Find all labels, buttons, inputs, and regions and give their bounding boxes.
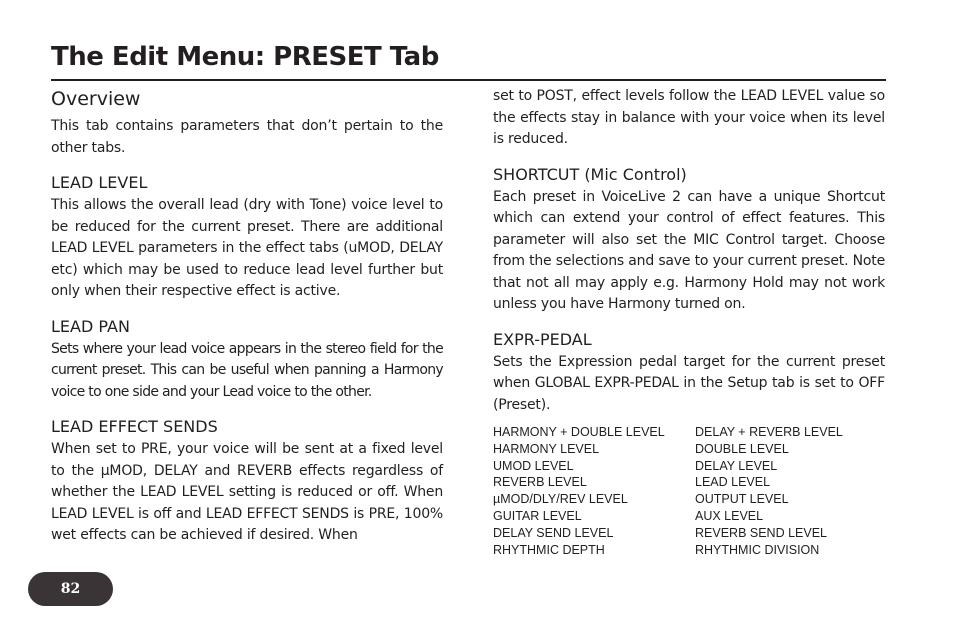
lead-level-text: This allows the overall lead (dry with Tone) voice level to be reduced for the current preset. There are additional LEAD LEVEL parameters in the effect tabs (uMOD, DELAY etc) which may be used to reduce lead level further but only when their respective effect is active. (51, 197, 443, 299)
left-column (51, 86, 443, 561)
list-item: µMOD/DLY/REV LEVEL (493, 492, 628, 507)
right-column (493, 86, 885, 558)
list-item: UMOD LEVEL (493, 458, 574, 473)
lead-pan-text: Sets where your lead voice appears in the stereo field for the current preset. This can be useful when panning a Harmony voice to one side and your Lead voice to the other. (51, 340, 443, 400)
list-item: REVERB LEVEL (493, 475, 587, 490)
lead-pan-heading: LEAD PAN (51, 316, 130, 336)
shortcut-text: Each preset in VoiceLive 2 can have a unique Shortcut which can extend your control of effect features. This parameter will also set the MIC Control target. Choose from the selections and save to your current preset. Note that not all may apply e.g. Harmony Hold may not work unless you have Harmony turned on. (493, 188, 885, 312)
list-item: HARMONY LEVEL (493, 441, 600, 456)
list-item: RHYTHMIC DEPTH (493, 542, 605, 557)
expr-pedal-heading: EXPR-PEDAL (493, 329, 592, 349)
lead-effect-sends-text: When set to PRE, your voice will be sent at a fixed level to the µMOD, DELAY and REVERB effects regardless of whether the LEAD LEVEL setting is reduced or off. When LEAD LEVEL is off and LEAD EFFECT SENDS is PRE, 100% wet effects can be achieved if desired. When (51, 441, 443, 543)
list-item: REVERB SEND LEVEL (695, 525, 827, 540)
page-number-badge (28, 572, 113, 606)
overview-heading: Overview (51, 88, 141, 110)
list-item: RHYTHMIC DIVISION (695, 542, 820, 557)
expr-pedal-target-list (493, 424, 885, 558)
list-item: AUX LEVEL (695, 508, 764, 523)
lead-level-heading: LEAD LEVEL (51, 173, 148, 192)
title-divider (51, 79, 886, 81)
expr-pedal-text: Sets the Expression pedal target for the current preset when GLOBAL EXPR-PEDAL in the Setup tab is set to OFF (Preset). (493, 353, 885, 413)
list-item: LEAD LEVEL (695, 475, 771, 490)
list-item: DELAY SEND LEVEL (493, 525, 614, 540)
overview-text: This tab contains parameters that don’t pertain to the other tabs. (51, 118, 443, 156)
page-number: 82 (60, 581, 81, 597)
list-item: DELAY LEVEL (695, 458, 778, 473)
list-item: DELAY + REVERB LEVEL (695, 425, 843, 439)
continued-text: set to POST, effect levels follow the LEAD LEVEL value so the effects stay in balance with your voice when its level is reduced. (493, 88, 885, 147)
list-item: HARMONY + DOUBLE LEVEL (493, 425, 665, 439)
shortcut-heading: SHORTCUT (Mic Control) (493, 164, 687, 184)
lead-effect-sends-heading: LEAD EFFECT SENDS (51, 417, 218, 436)
page-title: The Edit Menu: PRESET Tab (51, 42, 439, 72)
list-item: OUTPUT LEVEL (695, 492, 789, 507)
list-item: GUITAR LEVEL (493, 508, 582, 523)
list-item: DOUBLE LEVEL (695, 441, 789, 456)
